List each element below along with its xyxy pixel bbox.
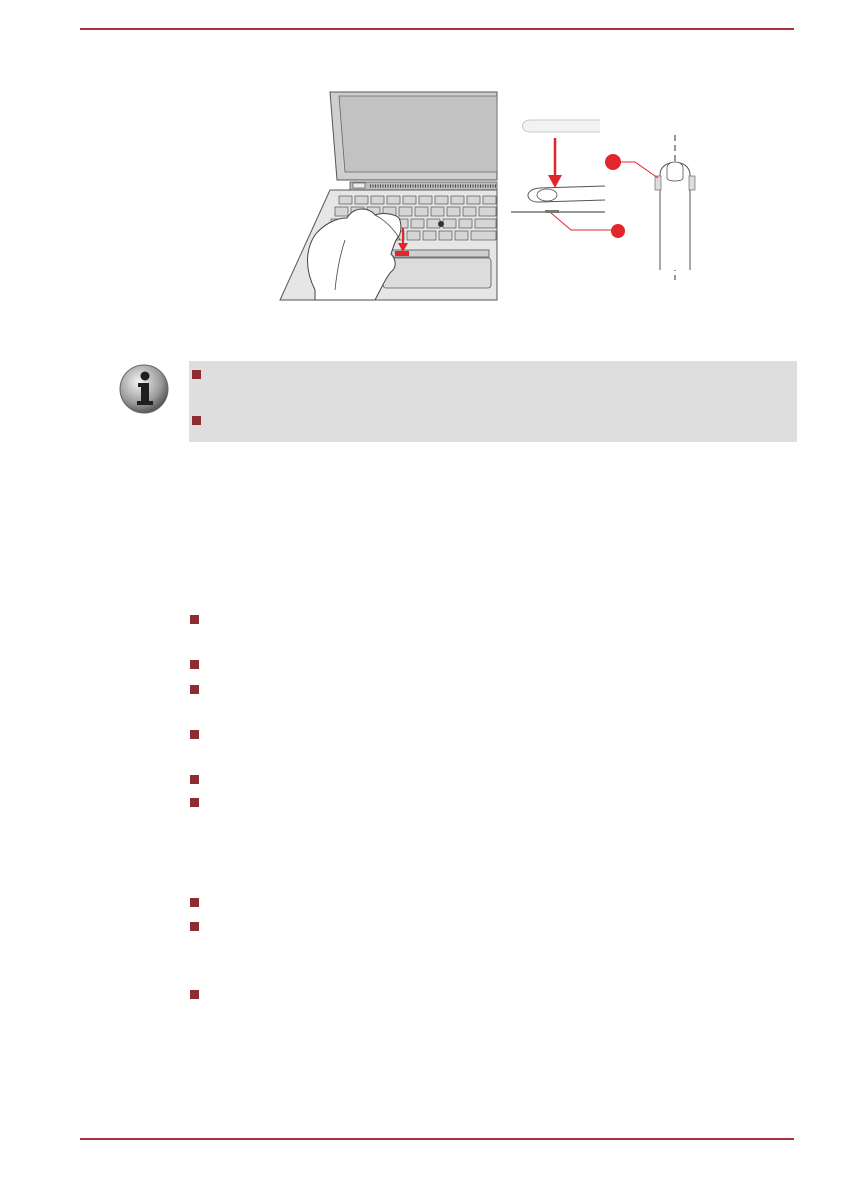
list-bullet <box>190 660 199 669</box>
fingerprint-illustration <box>275 90 720 315</box>
list-bullet <box>190 775 199 784</box>
list-bullet <box>192 370 201 379</box>
note-box <box>189 361 797 442</box>
list-bullet <box>190 615 199 624</box>
laptop-illustration <box>280 92 497 300</box>
info-icon <box>118 363 170 415</box>
finger-front-illustration <box>605 135 695 280</box>
fingerprint-figure <box>275 90 720 315</box>
list-bullet <box>190 730 199 739</box>
footer-rule <box>80 1138 794 1140</box>
header-rule <box>80 28 794 30</box>
list-bullet <box>190 685 199 694</box>
list-bullet <box>190 798 199 807</box>
list-bullet <box>190 990 199 999</box>
list-bullet <box>192 416 201 425</box>
finger-swipe-illustration <box>511 120 625 238</box>
list-bullet <box>190 922 199 931</box>
list-bullet <box>190 898 199 907</box>
